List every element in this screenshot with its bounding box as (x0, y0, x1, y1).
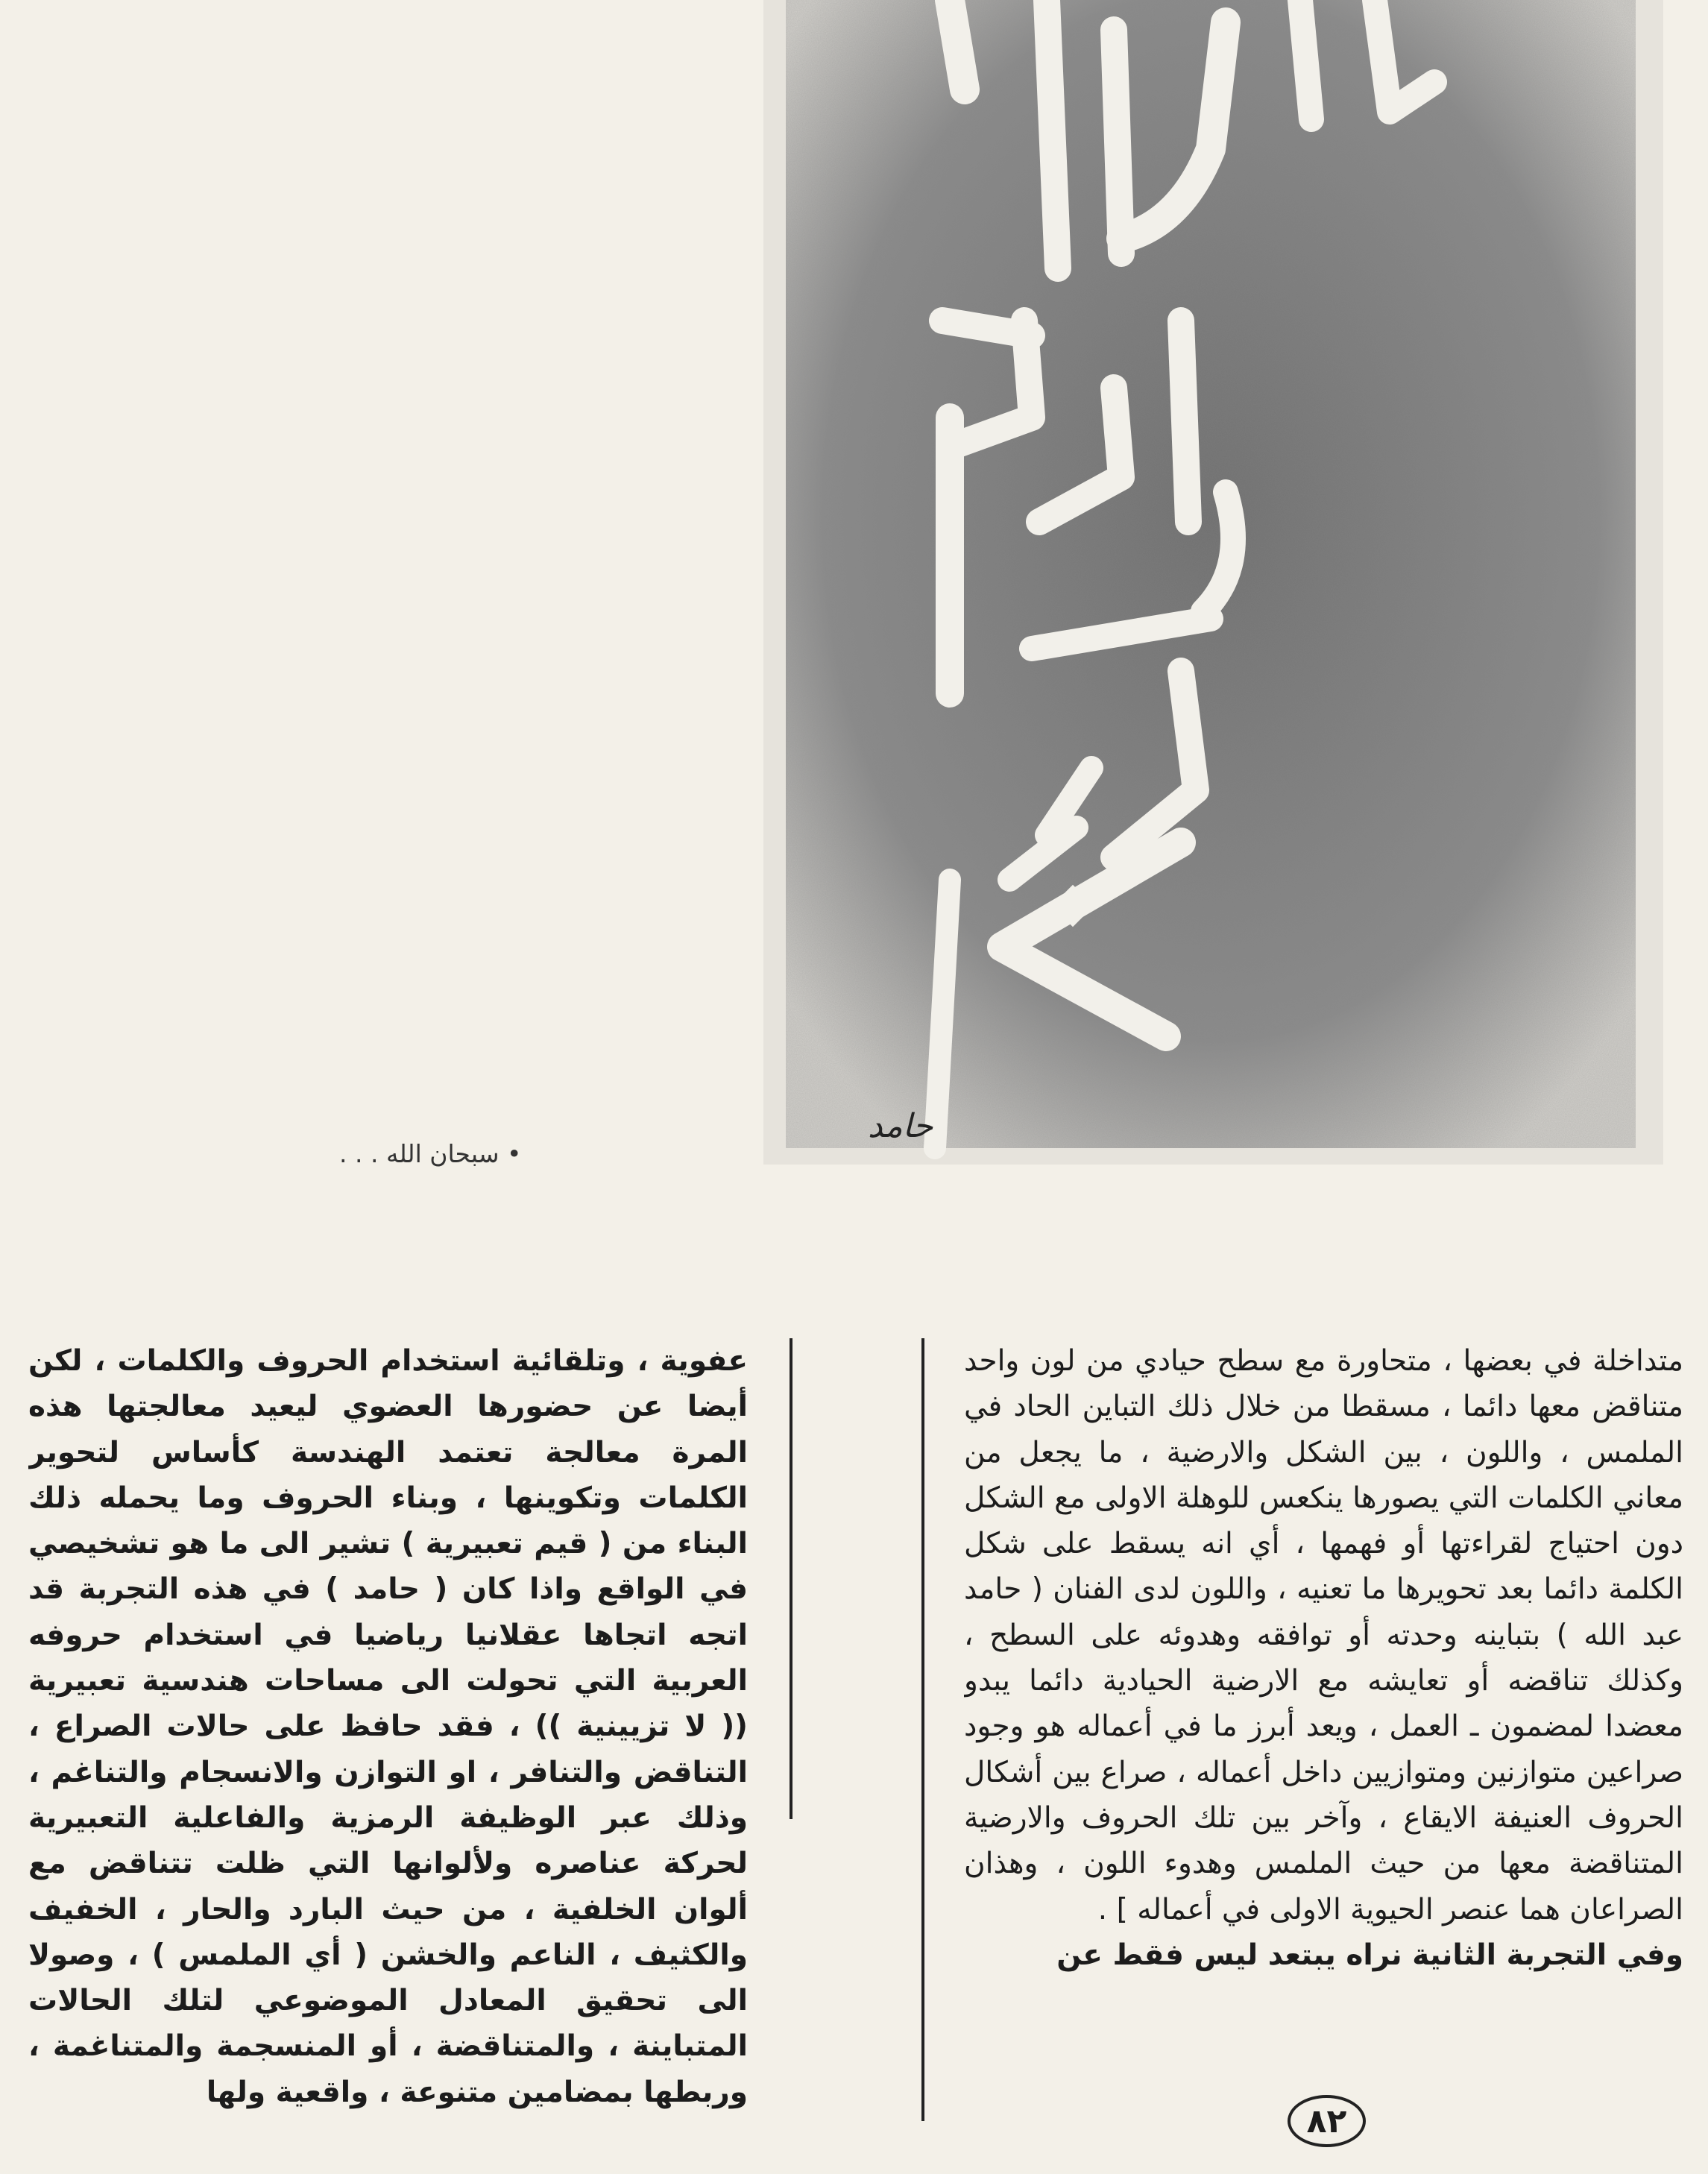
column-divider-right (921, 1338, 924, 2121)
text-column-right (964, 1338, 1683, 2114)
artist-signature: حامد (868, 1107, 933, 1145)
body-paragraph-lead: وفي التجربة الثانية نراه يبتعد ليس فقط عن (1056, 1938, 1683, 1972)
page-number: ٨٢ (1288, 2095, 1366, 2147)
text-column-left (28, 1338, 748, 2114)
artwork-caption: • سبحان الله . . . (339, 1139, 522, 1168)
artwork-image (763, 0, 1663, 1165)
column-divider-left (790, 1338, 792, 1819)
body-paragraph: عفوية ، وتلقائية استخدام الحروف والكلمات ، لكن أيضا عن حضورها العضوي ليعيد معالجتها هذه المرة معالجة تعتمد الهندسة كأساس لتحوير الكلمات وتكوينها ، وبناء الحروف وما يحمله ذلك البناء من ( قيم تعبيرية ) تشير الى ما هو تشخيصي في الواقع واذا كان ( حامد ) في هذه التجربة قد اتجه اتجاها عقلانيا رياضيا في استخدام حروفه العربية التي تحولت الى مساحات هندسية تعبيرية (( لا تزيينية )) ، فقد حافظ على حالات الصراع ، التناقض والتنافر ، او التوازن والانسجام والتناغم ، وذلك عبر الوظيفة الرمزية والفاعلية التعبيرية لحركة عناصره ولألوانها التي ظلت تتناقض مع ألوان الخلفية ، من حيث البارد والحار ، الخفيف والكثيف ، الناعم والخشن ( أي الملمس ) ، وصولا الى تحقيق المعادل الموضوعي لتلك الحالات المتباينة ، والمتناقضة ، أو المنسجمة والمتناغمة ، وربطها بمضامين متنوعة ، واقعية ولها (28, 1344, 748, 2109)
calligraphy-artwork (763, 0, 1663, 1165)
body-paragraph: متداخلة في بعضها ، متحاورة مع سطح حيادي من لون واحد متناقض معها دائما ، مسقطا من خلال ذلك التباين الحاد في الملمس ، واللون ، بين الشكل والارضية ، ما يجعل من معاني الكلمات التي يصورها ينكعس للوهلة الاولى مع الشكل دون احتياج لقراءتها أو فهمها ، أي انه يسقط على شكل الكلمة دائما بعد تحويرها ما تعنيه ، واللون لدى الفنان ( حامد عبد الله ) بتباينه وحدته أو توافقه وهدوئه على السطح ، وكذلك تناقضه أو تعايشه مع الارضية الحيادية دائما يبدو معضدا لمضمون ـ العمل ، ويعد أبرز ما في أعماله هو وجود صراعين متوازنين ومتوازيين داخل أعماله ، صراع بين أشكال الحروف العنيفة الايقاع ، وآخر بين تلك الحروف والارضية المتناقضة معها من حيث الملمس وهدوء اللون ، وهذان الصراعان هما عنصر الحيوية الاولى في أعماله ] . (964, 1344, 1683, 1926)
